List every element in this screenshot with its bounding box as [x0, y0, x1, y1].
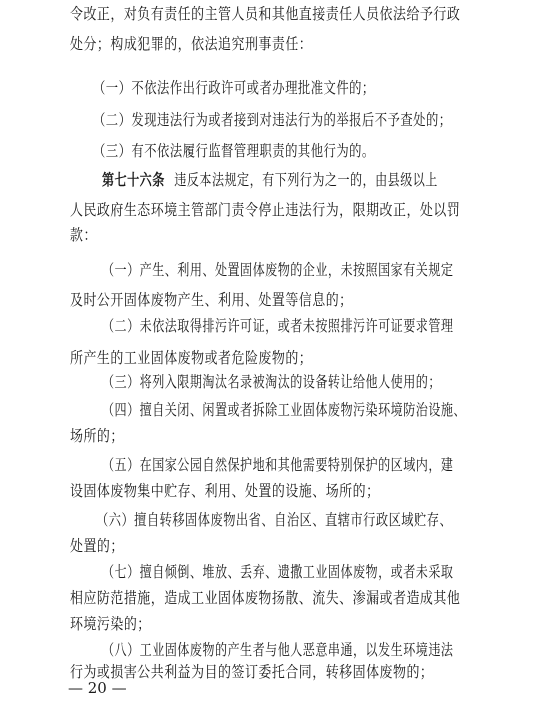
text-line-10: 及时公开固体废物产生、利用、处置等信息的；: [70, 291, 353, 309]
text-line-12: 所产生的工业固体废物或者危险废物的；: [70, 349, 313, 367]
text-line-13: （三）将列入限期淘汰名录被淘汰的设备转让给他人使用的；: [102, 373, 441, 391]
text-line-23: （八）工业固体废物的产生者与他人恶意串通，以发生环境违法: [102, 641, 454, 659]
text-line-5: （三）有不依法履行监督管理职责的其他行为的。: [93, 142, 375, 160]
text-line-19: 处置的；: [70, 537, 124, 555]
text-line-7: 人民政府生态环境主管部门责令停止违法行为，限期改正，处以罚: [70, 201, 461, 219]
text-line-3: （一）不依法作出行政许可或者办理批准文件的；: [93, 79, 375, 97]
text-line-20: （七）擅自倾倒、堆放、丢弃、遗撒工业固体废物，或者未采取: [102, 563, 454, 581]
page-number: — 20 —: [68, 679, 127, 697]
text-line-6: 违反本法规定，有下列行为之一的，由县级以上: [174, 171, 438, 189]
text-line-9: （一）产生、利用、处置固体废物的企业，未按照国家有关规定: [102, 261, 454, 279]
article-heading: 第七十六条: [102, 171, 165, 189]
text-line-14: （四）擅自关闭、闲置或者拆除工业固体废物污染环境防治设施、: [102, 401, 466, 419]
text-line-17: 设固体废物集中贮存、利用、处置的设施、场所的；: [70, 482, 380, 500]
text-line-16: （五）在国家公园自然保护地和其他需要特别保护的区域内，建: [102, 456, 454, 474]
text-line-22: 环境污染的；: [70, 615, 151, 633]
text-line-1: 令改正，对负有责任的主管人员和其他直接责任人员依法给予行政: [70, 5, 461, 23]
article-paragraph: [102, 170, 544, 190]
text-line-11: （二）未依法取得排污许可证，或者未按照排污许可证要求管理: [102, 317, 454, 335]
text-line-15: 场所的；: [70, 427, 124, 445]
text-line-24: 行为或损害公共利益为目的签订委托合同，转移固体废物的；: [70, 663, 434, 681]
text-line-4: （二）发现违法行为或者接到对违法行为的举报后不予查处的；: [93, 111, 452, 129]
text-line-18: （六）擅自转移固体废物出省、自治区、直辖市行政区域贮存、: [96, 511, 453, 529]
text-line-2: 处分；构成犯罪的，依法追究刑事责任：: [70, 35, 313, 53]
text-line-8: 款：: [70, 226, 97, 244]
text-line-21: 相应防范措施，造成工业固体废物扬散、流失、渗漏或者造成其他: [70, 589, 461, 607]
